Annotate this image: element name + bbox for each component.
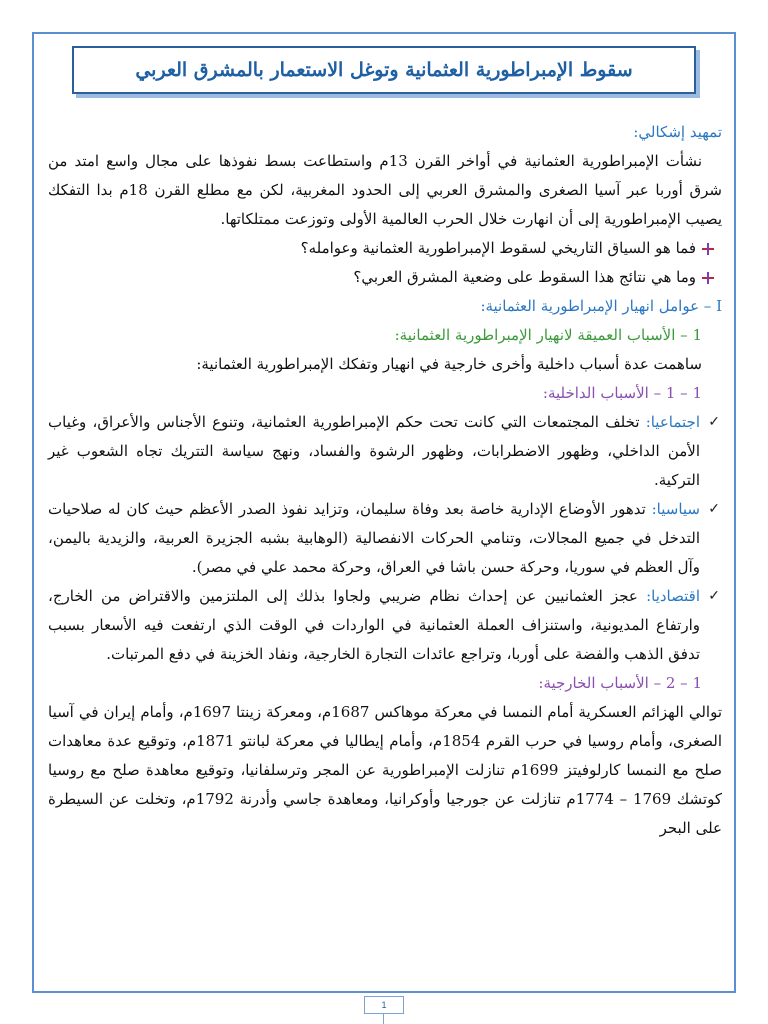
intro-paragraph: نشأت الإمبراطورية العثمانية في أواخر القرن 13م واستطاعت بسط نفوذها على مجال واسع امتد من شرق أوربا عبر آسيا الصغرى والمشرق العربي إلى الحدود المغربية، لكن مع مطلع القرن 18م بدا التفكك يصيب الإمبراطورية إلى أن انهارت خلال الحرب العالمية الأولى وتوزعت ممتلكاتها. (48, 152, 722, 228)
checkmark-icon: ✓ (708, 414, 720, 430)
question-1-text: فما هو السياق التاريخي لسقوط الإمبراطورية العثمانية وعوامله؟ (300, 239, 696, 257)
external-causes-heading: 1 – 2 – الأسباب الخارجية: (538, 674, 702, 692)
question-2 (48, 263, 722, 292)
page-title: سقوط الإمبراطورية العثمانية وتوغل الاستعمار بالمشرق العربي (135, 59, 633, 81)
cause-text: تخلف المجتمعات التي كانت تحت حكم الإمبراطورية العثمانية، وتنوع الأجناس والأعراق، وغياب الأمن الداخلي، وظهور الاضطرابات، وظهور الرشوة والفساد، ونهج سياسة التتريك تجاه الشعوب غير التركية. (48, 413, 700, 489)
page-number: 1 (364, 996, 404, 1014)
checkmark-icon: ✓ (708, 588, 720, 604)
external-causes-text: توالي الهزائم العسكرية أمام النمسا في معركة موهاكس 1687م، ومعركة زينتا 1697م، وأمام إيران في آسيا الصغرى، وأمام روسيا في حرب القرم 1854م، وأمام إيطاليا في معركة لبانتو 1871م، وتوقيع عدة معاهدات صلح مع النمسا كارلوفيتز 1699م تنازلت الإمبراطورية عن المجر وترسلفانيا، وتوقيع معاهدة صلح مع روسيا كوتشك 1769 – 1774م تنازلت عن جورجيا وأوكرانيا، ومعاهدة جاسي وأدرنة 1792م، وتخلت عن السيطرة على البحر (48, 703, 723, 837)
cause-economic (48, 582, 722, 669)
intro-heading: تمهيد إشكالي: (633, 123, 722, 141)
cause-text: عجز العثمانيين عن إحداث نظام ضريبي ولجاوا بذلك إلى الملتزمين والاقتراض من الخارج، وارتفاع المديونية، واستنزاف العملة العثمانية في الواردات في الوقت الذي ارتفعت فيه الأسعار بسبب تدفق الذهب والفضة على أوربا، وتراجع عائدات التجارة الخارجية، ونفاد الخزينة في دفع المرتبات. (48, 587, 700, 663)
subsection-1-text: ساهمت عدة أسباب داخلية وأخرى خارجية في انهيار وتفكك الإمبراطورية العثمانية: (196, 355, 702, 373)
page-number-connector (383, 1014, 384, 1024)
title-box (72, 46, 696, 94)
bullet-cross-icon (702, 272, 714, 284)
bullet-cross-icon (702, 243, 714, 255)
internal-causes-heading: 1 – 1 – الأسباب الداخلية: (542, 384, 702, 402)
cause-label: سياسيا: (651, 500, 700, 518)
subsection-1-heading: 1 – الأسباب العميقة لانهيار الإمبراطورية العثمانية: (394, 326, 702, 344)
cause-label: اجتماعيا: (645, 413, 700, 431)
checkmark-icon: ✓ (708, 501, 720, 517)
cause-social (48, 408, 722, 495)
document-body (48, 118, 722, 843)
cause-political (48, 495, 722, 582)
cause-label: اقتصاديا: (646, 587, 700, 605)
question-1 (48, 234, 722, 263)
cause-text: تدهور الأوضاع الإدارية خاصة بعد وفاة سليمان، وتزايد نفوذ الصدر الأعظم حيث كان له صلاحيات التدخل في جميع المجالات، وتنامي الحركات الانفصالية (الوهابية بشبه الجزيرة العربية، والزيدية باليمن، وآل العظم في سوريا، وحركة حسن باشا في العراق، وحركة محمد علي في مصر). (48, 500, 700, 576)
section-1-heading: I – عوامل انهيار الإمبراطورية العثمانية: (480, 297, 722, 315)
question-2-text: وما هي نتائج هذا السقوط على وضعية المشرق العربي؟ (353, 268, 696, 286)
